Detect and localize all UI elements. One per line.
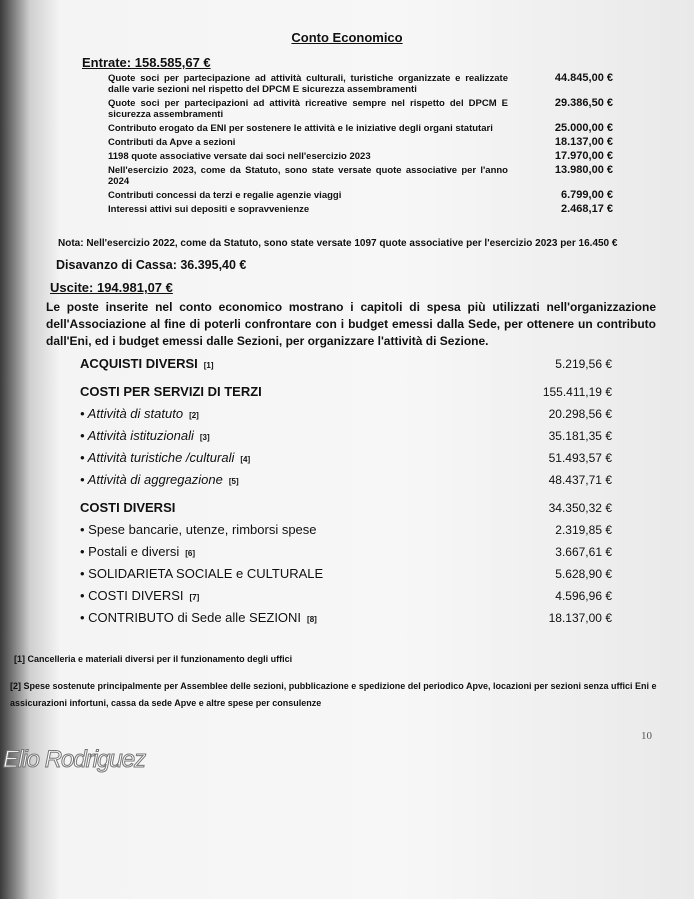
uscite-item [80,566,612,584]
entrate-amount: 29.386,50 € [554,97,613,109]
uscite-note: [7] [189,593,200,602]
uscite-label: ACQUISTI DIVERSI [80,356,198,371]
entrate-item [108,204,613,215]
uscite-amount: 51.493,57 € [548,451,612,465]
footnote-1: [1] Cancelleria e materiali diversi per il funzionamento degli uffici [14,654,293,664]
footnote-2: [2] Spese sostenute principalmente per Assemblee delle sezioni, pubblicazione e spedizione del periodico Apve, locazioni per sezioni senza uffici Eni e assicurazioni infortuni, cassa da sede Apve e altre spese per consulenze [10,681,657,708]
uscite-intro: Le poste inserite nel conto economico mostrano i capitoli di spesa più utilizzati nell'organizzazione dell'Associazione al fine di poterli confrontare con i budget emessi dalla Sede, per ottenere un contributo dall'Eni, ed i budget emessi dalle Sezioni, per organizzare l'attività di Sezione. [46,300,656,348]
uscite-label: • SOLIDARIETA SOCIALE e CULTURALE [80,566,324,581]
entrate-amount: 17.970,00 € [554,150,613,162]
entrate-item [108,190,613,201]
uscite-amount: 155.411,19 € [542,385,612,399]
entrate-amount: 13.980,00 € [554,164,613,176]
uscite-item [80,472,612,490]
uscite-label: • Spese bancarie, utenze, rimborsi spese [80,522,317,537]
uscite-amount: 4.596,96 € [555,589,612,603]
uscite-list [80,356,612,628]
entrate-amount: 25.000,00 € [554,122,613,134]
uscite-amount: 35.181,35 € [548,429,612,443]
uscite-item [80,610,612,628]
entrate-amount: 6.799,00 € [561,189,613,201]
uscite-label: • CONTRIBUTO di Sede alle SEZIONI [80,610,302,625]
entrate-amount: 44.845,00 € [554,72,613,84]
uscite-note: [1] [203,361,214,370]
uscite-note: [5] [228,477,239,486]
uscite-note: [3] [199,433,210,442]
entrate-heading: Entrate: 158.585,67 € [82,55,211,70]
uscite-note: [8] [307,615,317,624]
uscite-item [80,384,612,402]
entrate-desc: Interessi attivi sui depositi e sopravvenienze [108,204,310,215]
entrate-item [108,165,613,187]
entrate-desc: Contributi concessi da terzi e regalie agenzie viaggi [108,190,342,201]
entrate-amount: 2.468,17 € [561,203,613,215]
uscite-item [80,544,612,562]
uscite-label: COSTI PER SERVIZI DI TERZI [80,384,262,399]
uscite-item [80,450,612,468]
uscite-note: [2] [189,411,199,420]
entrate-item [108,137,613,148]
uscite-amount: 5.219,56 € [555,357,612,371]
uscite-amount: 34.350,32 € [548,501,612,515]
uscite-label: • COSTI DIVERSI [80,588,184,603]
entrate-list [108,73,613,215]
uscite-amount: 3.667,61 € [555,545,612,559]
uscite-amount: 48.437,71 € [548,473,612,487]
uscite-item [80,522,612,540]
uscite-item [80,356,612,374]
uscite-note: [4] [240,455,251,464]
disavanzo: Disavanzo di Cassa: 36.395,40 € [56,258,247,272]
uscite-label: • Attività istituzionali [80,428,194,443]
page-number: 10 [641,730,652,742]
uscite-amount: 20.298,56 € [548,407,612,421]
nota: Nota: Nell'esercizio 2022, come da Statuto, sono state versate 1097 quote associative per l'esercizio 2023 per 16.450 € [58,238,618,249]
entrate-item [108,123,613,134]
uscite-item [80,588,612,606]
uscite-heading: Uscite: 194.981,07 € [50,280,173,295]
uscite-label: COSTI DIVERSI [80,500,176,515]
uscite-label: • Attività di aggregazione [80,472,223,487]
page-title: Conto Economico [291,30,403,45]
uscite-amount: 2.319,85 € [555,523,612,537]
uscite-label: • Postali e diversi [80,544,180,559]
entrate-amount: 18.137,00 € [554,136,613,148]
entrate-desc: Quote soci per partecipazione ad attività culturali, turistiche organizzate e realizzate dalle varie sezioni nel rispetto del DPCM E sicurezza assembramenti [108,73,508,95]
uscite-item [80,500,612,518]
uscite-item [80,406,612,424]
uscite-label: • Attività di statuto [80,406,184,421]
uscite-item [80,428,612,446]
watermark: Elio Rodriguez [3,746,146,773]
entrate-item [108,73,613,95]
entrate-desc: Contributo erogato da ENI per sostenere le attività e le iniziative degli organi statutari [108,123,493,134]
entrate-item [108,151,613,162]
uscite-amount: 18.137,00 € [548,611,612,625]
entrate-item [108,98,613,120]
uscite-amount: 5.628,90 € [555,567,612,581]
uscite-note: [6] [185,549,195,558]
entrate-desc: Quote soci per partecipazioni ad attività ricreative sempre nel rispetto del DPCM E sicurezza assembramenti [108,98,508,120]
uscite-label: • Attività turistiche /culturali [80,450,235,465]
entrate-desc: 1198 quote associative versate dai soci nell'esercizio 2023 [108,151,371,162]
entrate-desc: Contributi da Apve a sezioni [108,137,236,148]
entrate-desc: Nell'esercizio 2023, come da Statuto, sono state versate quote associative per l'anno 2024 [108,165,508,187]
